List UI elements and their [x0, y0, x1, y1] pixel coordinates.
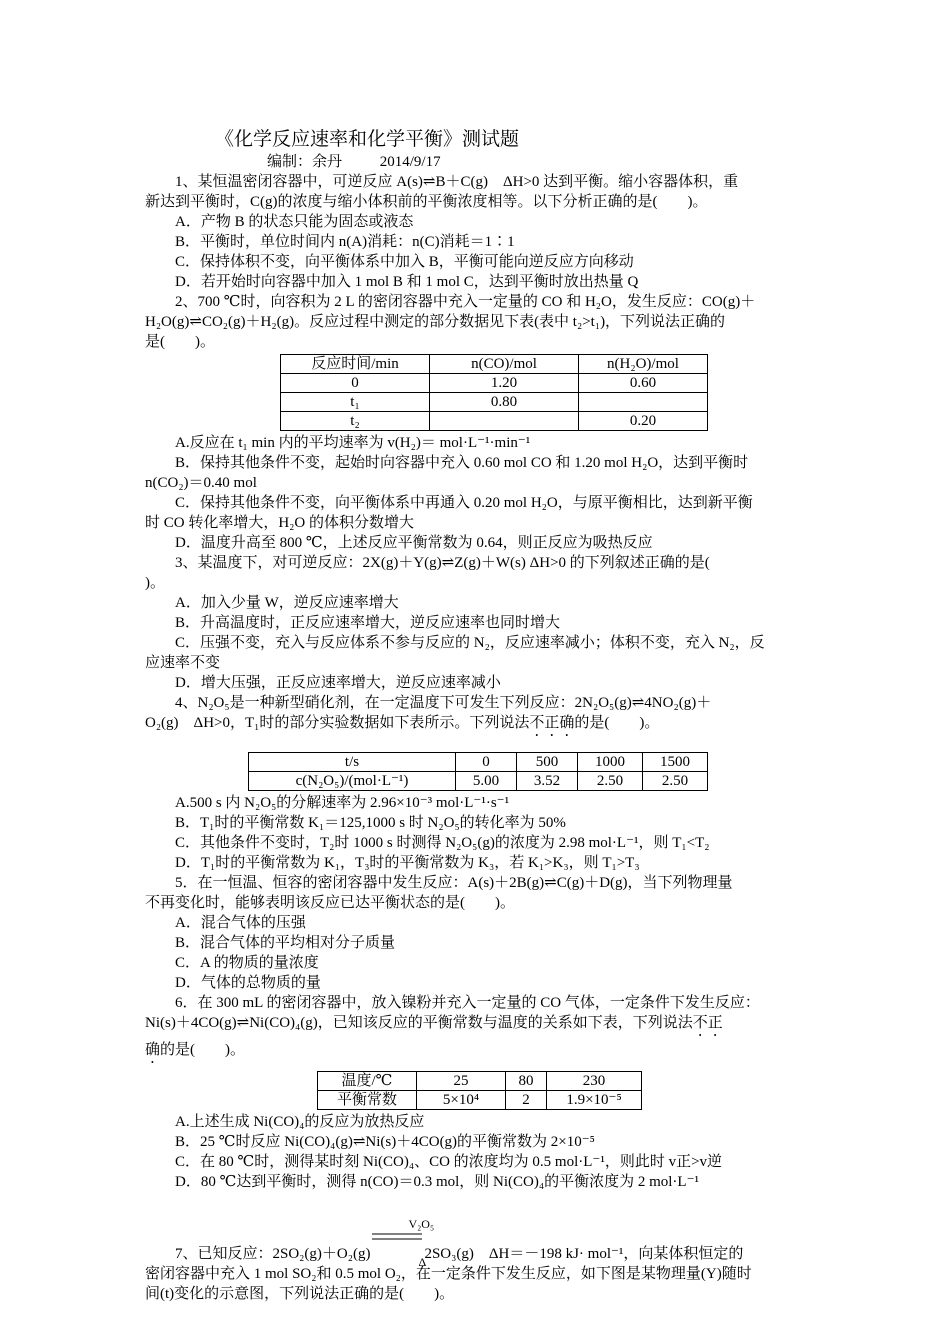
table-cell: 3.52 [517, 772, 578, 791]
question-3-stem-cont: )。 [145, 575, 165, 591]
catalytic-equilibrium-arrow [370, 1217, 435, 1269]
table-cell: 2.50 [578, 772, 643, 791]
question-5-option-c: C．A 的物质的量浓度 [175, 955, 319, 971]
question-6-option-b: B．25 ℃时反应 Ni(CO)₄(g)⇌Ni(s)＋4CO(g)的平衡常数为 2×10⁻⁵ [175, 1134, 595, 1150]
question-4-option-d: D．T₁时的平衡常数为 K₁，T₃时的平衡常数为 K₃，若 K₁>K₃，则 T₁>T₃ [175, 855, 640, 871]
question-4-option-b: B．T₁时的平衡常数 K₁＝125,1000 s 时 N₂O₅的转化率为 50% [175, 815, 566, 831]
question-7-stem [145, 1217, 807, 1269]
table-header: 1500 [643, 753, 708, 772]
author: 编制：余丹 [267, 154, 343, 170]
table-cell: 0.80 [430, 393, 579, 412]
table-header: t/s [249, 753, 456, 772]
question-4 [145, 693, 807, 873]
question-2-option-a: A.反应在 t₁ min 内的平均速率为 v(H₂)＝ mol·L⁻¹·min⁻¹ [175, 435, 531, 451]
table-row [281, 393, 708, 412]
table-header: 25 [417, 1072, 506, 1091]
question-1 [145, 172, 807, 292]
question-6 [145, 993, 807, 1192]
question-2-stem-end: 是( )。 [145, 334, 215, 350]
question-1-stem-cont: 新达到平衡时，C(g)的浓度与缩小体积前的平衡浓度相等。以下分析正确的是( )。 [145, 194, 708, 210]
emphasis-not-correct: 确 [145, 1042, 161, 1058]
question-3 [145, 553, 807, 693]
table-header-row [249, 753, 708, 772]
question-6-option-a: A.上述生成 Ni(CO)₄的反应为放热反应 [175, 1114, 425, 1130]
equilibrium-arrow-icon [370, 1230, 424, 1244]
heat-label: Δ [418, 1255, 427, 1269]
question-3-option-d: D．增大压强，正反应速率增大，逆反应速率减小 [175, 675, 501, 691]
table-cell: 2.50 [643, 772, 708, 791]
question-2-option-b: B．保持其他条件不变，起始时向容器中充入 0.60 mol CO 和 1.20 mol H₂O，达到平衡时 [175, 455, 749, 471]
byline [267, 152, 807, 172]
question-4-stem-text: 的是( )。 [574, 715, 660, 731]
table-row-label: c(N₂O₅)/(mol·L⁻¹) [249, 772, 456, 791]
question-4-stem-cont [145, 713, 807, 740]
question-3-stem: 3、某温度下，对可逆反应：2X(g)＋Y(g)⇌Z(g)＋W(s) ΔH>0 的下列叙述正确的是( [175, 555, 710, 571]
question-2-option-c: C．保持其他条件不变，向平衡体系中再通入 0.20 mol H₂O，与原平衡相比，达到新平衡 [175, 495, 753, 511]
question-7-stem-end: 间(t)变化的示意图，下列说法正确的是( )。 [145, 1286, 455, 1302]
table-header: 1000 [578, 753, 643, 772]
question-4-table [248, 752, 708, 791]
table-header-row [318, 1072, 642, 1091]
table-cell: 5×10⁴ [417, 1091, 506, 1110]
table-row [281, 412, 708, 431]
question-1-option-c: C．保持体积不变，向平衡体系中加入 B，平衡可能向逆反应方向移动 [175, 254, 634, 270]
question-2 [145, 292, 807, 553]
table-cell: 0.20 [579, 412, 708, 431]
question-7-stem-text: 7、已知反应：2SO₂(g)＋O₂(g) [175, 1246, 371, 1262]
question-4-option-a: A.500 s 内 N₂O₅的分解速率为 2.96×10⁻³ mol·L⁻¹·s⁻¹ [175, 795, 510, 811]
question-5-option-b: B．混合气体的平均相对分子质量 [175, 935, 396, 951]
question-7 [145, 1217, 807, 1304]
question-2-option-c-cont: 时 CO 转化率增大，H₂O 的体积分数增大 [145, 515, 414, 531]
table-row [249, 772, 708, 791]
table-header: 230 [547, 1072, 642, 1091]
table-cell: 1.20 [430, 374, 579, 393]
question-3-option-c: C．压强不变，充入与反应体系不参与反应的 N₂，反应速率减小；体积不变，充入 N₂，反 [175, 635, 765, 651]
table-row [318, 1091, 642, 1110]
table-header: 80 [506, 1072, 547, 1091]
table-cell: 5.00 [456, 772, 517, 791]
question-5-stem: 5．在一恒温、恒容的密闭容器中发生反应：A(s)＋2B(g)⇌C(g)＋D(g)，当下列物理量 [175, 875, 733, 891]
table-cell: 0 [281, 374, 430, 393]
question-2-stem: 2、700 ℃时，向容积为 2 L 的密闭容器中充入一定量的 CO 和 H₂O，发生反应：CO(g)＋ [175, 294, 756, 310]
table-header: 反应时间/min [281, 355, 430, 374]
date: 2014/9/17 [379, 154, 441, 170]
emphasis-not-correct: 不正 [692, 1015, 723, 1031]
table-cell [430, 412, 579, 431]
question-1-option-a: A．产物 B 的状态只能为固态或液态 [175, 214, 414, 230]
question-5-option-a: A．混合气体的压强 [175, 915, 306, 931]
table-cell: 2 [506, 1091, 547, 1110]
question-2-table [280, 354, 708, 431]
exam-page [145, 128, 807, 1304]
question-2-option-b-cont: n(CO₂)＝0.40 mol [145, 475, 257, 491]
question-3-option-b: B．升高温度时，正反应速率增大，逆反应速率也同时增大 [175, 615, 561, 631]
question-6-option-c: C．在 80 ℃时，测得某时刻 Ni(CO)₄、CO 的浓度均为 0.5 mol·L⁻¹，则此时 v正>v逆 [175, 1154, 723, 1170]
question-4-stem-text: O₂(g) ΔH>0，T₁时的部分实验数据如下表所示。下列说法 [145, 715, 530, 731]
table-header: 温度/℃ [318, 1072, 417, 1091]
question-6-stem-cont [145, 1013, 807, 1040]
question-6-option-d: D．80 ℃达到平衡时，测得 n(CO)＝0.3 mol，则 Ni(CO)₄的平衡浓度为 2 mol·L⁻¹ [175, 1174, 699, 1190]
question-6-stem: 6．在 300 mL 的密闭容器中，放入镍粉并充入一定量的 CO 气体，一定条件下发生反应： [175, 995, 760, 1011]
question-1-option-d: D．若开始时向容器中加入 1 mol B 和 1 mol C，达到平衡时放出热量 Q [175, 274, 639, 290]
table-header-row [281, 355, 708, 374]
emphasis-not-correct: 不正确 [529, 715, 575, 731]
question-1-option-b: B．平衡时，单位时间内 n(A)消耗：n(C)消耗＝1∶1 [175, 234, 515, 250]
table-row-label: 平衡常数 [318, 1091, 417, 1110]
question-5 [145, 873, 807, 993]
table-header: n(CO)/mol [430, 355, 579, 374]
question-2-option-d: D．温度升高至 800 ℃，上述反应平衡常数为 0.64，则正反应为吸热反应 [175, 535, 653, 551]
question-4-option-c: C．其他条件不变时，T₂时 1000 s 时测得 N₂O₅(g)的浓度为 2.98 mol·L⁻¹，则 T₁<T₂ [175, 835, 710, 851]
question-2-stem-cont: H₂O(g)⇌CO₂(g)＋H₂(g)。反应过程中测定的部分数据见下表(表中 t₂>t₁)，下列说法正确的 [145, 314, 726, 330]
page-title: 《化学反应速率和化学平衡》测试题 [215, 129, 520, 150]
question-1-stem: 1、某恒温密闭容器中，可逆反应 A(s)⇌B＋C(g) ΔH>0 达到平衡。缩小容器体积，重 [175, 174, 739, 190]
table-row [281, 374, 708, 393]
question-7-stem-text: 2SO₃(g) ΔH＝－198 kJ· mol⁻¹，向某体积恒定的 [424, 1246, 744, 1262]
table-header: 0 [456, 753, 517, 772]
table-header: n(H₂O)/mol [579, 355, 708, 374]
question-3-option-c-cont: 应速率不变 [145, 655, 221, 671]
question-6-stem-text: Ni(s)＋4CO(g)⇌Ni(CO)₄(g)，已知该反应的平衡常数与温度的关系如下表，下列说法 [145, 1015, 693, 1031]
question-3-option-a: A．加入少量 W，逆反应速率增大 [175, 595, 399, 611]
table-cell: 1.9×10⁻⁵ [547, 1091, 642, 1110]
question-5-option-d: D．气体的总物质的量 [175, 975, 321, 991]
question-4-stem: 4、N₂O₅是一种新型硝化剂，在一定温度下可发生下列反应：2N₂O₅(g)⇌4NO₂(g)＋ [175, 695, 712, 711]
question-6-table [317, 1071, 642, 1110]
question-7-stem-cont: 密闭容器中充入 1 mol SO₂和 0.5 mol O₂，在一定条件下发生反应，如下图是某物理量(Y)随时 [145, 1266, 752, 1282]
table-cell: t₂ [281, 412, 430, 431]
table-cell: t₁ [281, 393, 430, 412]
table-cell [579, 393, 708, 412]
question-5-stem-cont: 不再变化时，能够表明该反应已达平衡状态的是( )。 [145, 895, 515, 911]
table-header: 500 [517, 753, 578, 772]
question-6-stem-end [145, 1040, 807, 1067]
question-6-stem-text: 的是( )。 [160, 1042, 246, 1058]
catalyst-label: V₂O₅ [408, 1217, 435, 1231]
table-cell: 0.60 [579, 374, 708, 393]
